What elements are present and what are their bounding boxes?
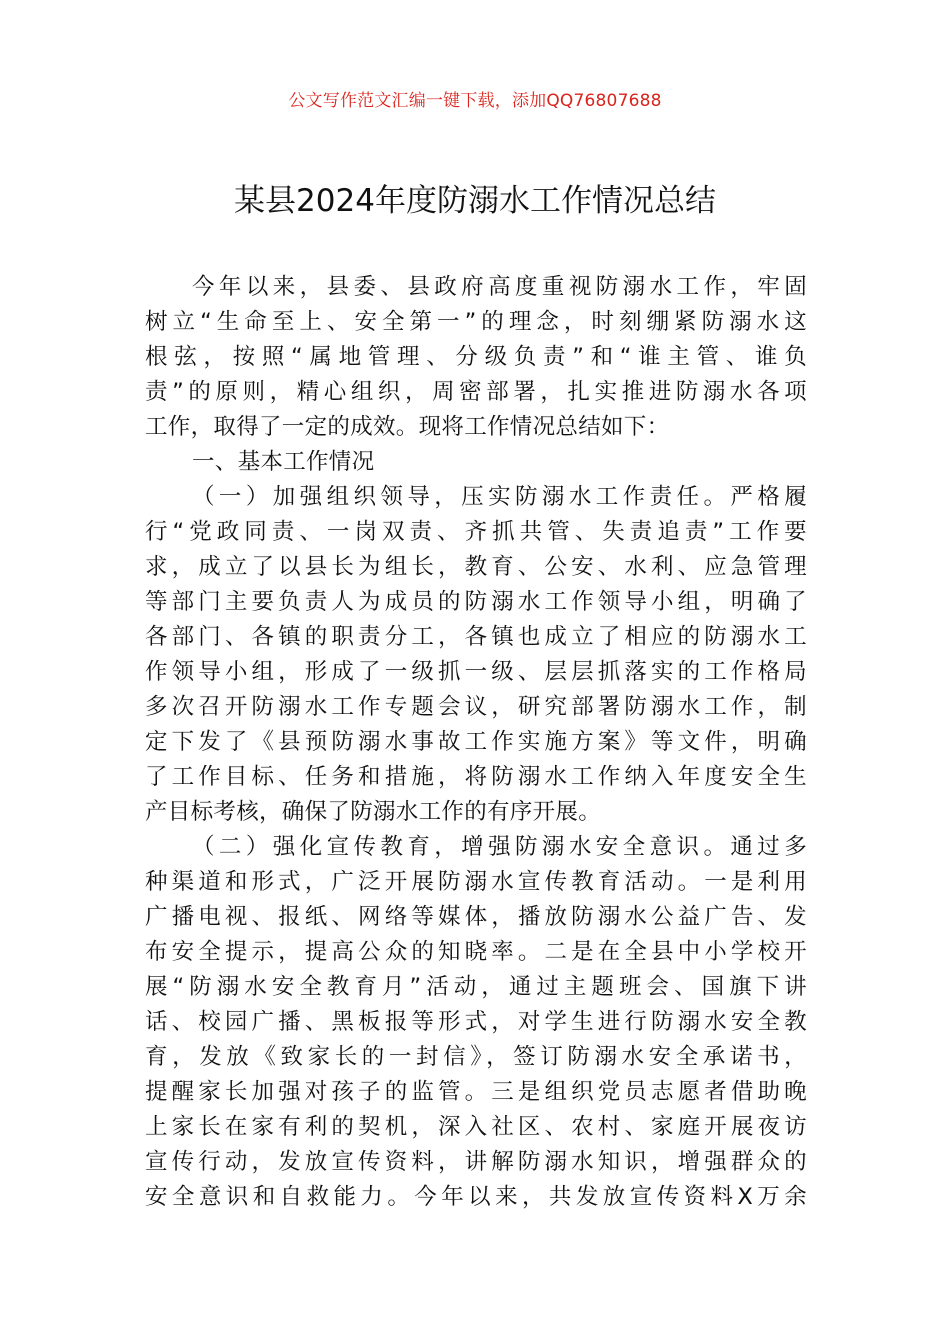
paragraph-line: 了工作目标、任务和措施，将防溺水工作纳入年度安全生 bbox=[145, 764, 807, 790]
section-heading: 一、基本工作情况 bbox=[192, 449, 375, 475]
paragraph-line: 提醒家长加强对孩子的监管。三是组织党员志愿者借助晚 bbox=[145, 1079, 807, 1105]
paragraph-line: 展“防溺水安全教育月”活动，通过主题班会、国旗下讲 bbox=[145, 974, 807, 1000]
paragraph-line: 树立“生命至上、安全第一”的理念，时刻绷紧防溺水这 bbox=[145, 309, 807, 335]
document-title: 某县2024年度防溺水工作情况总结 bbox=[234, 183, 716, 219]
paragraph-line: （一）加强组织领导，压实防溺水工作责任。严格履 bbox=[192, 484, 807, 510]
paragraph-line: 广播电视、报纸、网络等媒体，播放防溺水公益广告、发 bbox=[145, 904, 807, 930]
paragraph-line: 各部门、各镇的职责分工，各镇也成立了相应的防溺水工 bbox=[145, 624, 807, 650]
header-note: 公文写作范文汇编一键下载，添加QQ76807688 bbox=[288, 91, 662, 111]
paragraph-line: 产目标考核，确保了防溺水工作的有序开展。 bbox=[145, 799, 602, 825]
paragraph-line: 种渠道和形式，广泛开展防溺水宣传教育活动。一是利用 bbox=[145, 869, 807, 895]
paragraph-line: 工作，取得了一定的成效。现将工作情况总结如下： bbox=[145, 414, 670, 440]
paragraph-line: 求，成立了以县长为组长，教育、公安、水利、应急管理 bbox=[145, 554, 807, 580]
paragraph-line: 布安全提示，提高公众的知晓率。二是在全县中小学校开 bbox=[145, 939, 807, 965]
document-body bbox=[145, 270, 807, 1215]
paragraph-line: 多次召开防溺水工作专题会议，研究部署防溺水工作，制 bbox=[145, 694, 807, 720]
paragraph-line: 等部门主要负责人为成员的防溺水工作领导小组，明确了 bbox=[145, 589, 807, 615]
paragraph-line: 安全意识和自救能力。今年以来，共发放宣传资料X万余 bbox=[145, 1184, 807, 1210]
paragraph-line: （二）强化宣传教育，增强防溺水安全意识。通过多 bbox=[192, 834, 807, 860]
paragraph-line: 行“党政同责、一岗双责、齐抓共管、失责追责”工作要 bbox=[145, 519, 807, 545]
paragraph-line: 育，发放《致家长的一封信》，签订防溺水安全承诺书， bbox=[145, 1044, 807, 1070]
paragraph-line: 责”的原则，精心组织，周密部署，扎实推进防溺水各项 bbox=[145, 379, 807, 405]
paragraph-line: 定下发了《县预防溺水事故工作实施方案》等文件，明确 bbox=[145, 729, 807, 755]
paragraph-line: 宣传行动，发放宣传资料，讲解防溺水知识，增强群众的 bbox=[145, 1149, 807, 1175]
paragraph-line: 今年以来，县委、县政府高度重视防溺水工作，牢固 bbox=[192, 274, 807, 300]
paragraph-line: 根弦，按照“属地管理、分级负责”和“谁主管、谁负 bbox=[145, 344, 807, 370]
paragraph-line: 话、校园广播、黑板报等形式，对学生进行防溺水安全教 bbox=[145, 1009, 807, 1035]
paragraph-line: 作领导小组，形成了一级抓一级、层层抓落实的工作格局 bbox=[145, 659, 807, 685]
paragraph-line: 上家长在家有利的契机，深入社区、农村、家庭开展夜访 bbox=[145, 1114, 807, 1140]
